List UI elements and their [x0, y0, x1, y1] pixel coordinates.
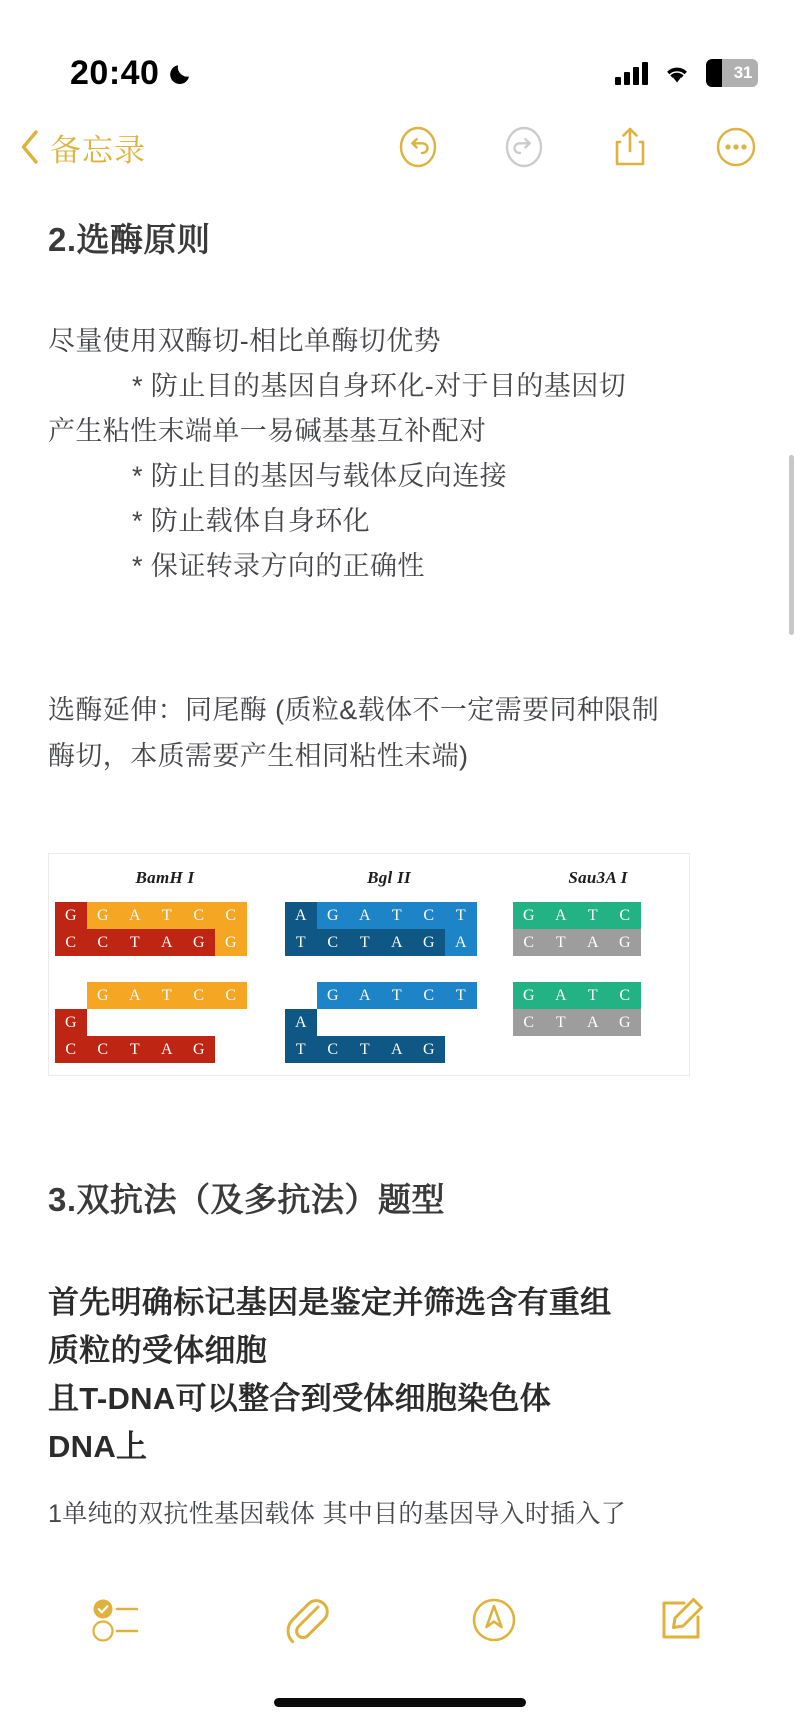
base: T — [445, 982, 477, 1009]
base: T — [151, 982, 183, 1009]
scrollbar[interactable] — [789, 455, 794, 635]
top-strand — [513, 902, 683, 929]
base: C — [513, 1009, 545, 1036]
note-line-1: 尽量使用双酶切-相比单酶切优势 — [48, 326, 441, 356]
figure-row-intact — [49, 864, 689, 956]
cellular-signal-icon — [615, 61, 648, 85]
strand-pair-bglii — [285, 902, 493, 956]
back-button[interactable] — [0, 125, 146, 170]
crescent-moon-icon — [169, 60, 195, 86]
base: G — [413, 929, 445, 956]
base: G — [55, 1009, 87, 1036]
strand-pair-bglii-cut — [285, 982, 493, 1063]
battery-fill — [706, 59, 722, 87]
base: A — [119, 902, 151, 929]
note-bold-line-1: 首先明确标记基因是鉴定并筛选含有重组 — [48, 1285, 612, 1320]
battery-percent-label: 31 — [733, 63, 752, 82]
base: T — [577, 902, 609, 929]
undo-icon[interactable] — [394, 123, 442, 171]
compose-icon[interactable] — [650, 1589, 712, 1651]
note-bullet-1-continuation: 产生粘性末端单一易碱基基互补配对 — [48, 416, 487, 446]
base: G — [513, 982, 545, 1009]
base: A — [381, 929, 413, 956]
base: G — [215, 929, 247, 956]
base: A — [545, 902, 577, 929]
base: A — [577, 1009, 609, 1036]
base: G — [609, 929, 641, 956]
status-bar — [0, 0, 800, 108]
base: C — [317, 929, 349, 956]
base: G — [55, 902, 87, 929]
strand-pair-bamhi-cut — [55, 982, 265, 1063]
note-bold-line-2: 质粒的受体细胞 — [48, 1333, 268, 1368]
top-strand — [285, 902, 493, 929]
base: T — [119, 1036, 151, 1063]
base: T — [119, 929, 151, 956]
chevron-left-icon — [20, 130, 40, 164]
base: C — [55, 929, 87, 956]
base: G — [317, 982, 349, 1009]
more-ellipsis-icon[interactable] — [712, 123, 760, 171]
base: G — [183, 1036, 215, 1063]
base: A — [349, 982, 381, 1009]
base: C — [215, 902, 247, 929]
note-heading-1: 2.选酶原则 — [48, 221, 211, 258]
base: A — [349, 902, 381, 929]
bottom-strand — [285, 929, 493, 956]
paperclip-icon[interactable] — [276, 1589, 338, 1651]
note-small-line-1: 1单纯的双抗性基因载体 其中目的基因导入时插入了 — [48, 1500, 627, 1528]
checklist-icon[interactable] — [89, 1589, 151, 1651]
strand-pair-sau3ai-cut — [513, 982, 683, 1036]
base: A — [381, 1036, 413, 1063]
note-body[interactable] — [0, 186, 800, 1570]
note-bullet-3: * 防止载体自身环化 — [132, 506, 371, 536]
strand-pair-bamhi — [55, 902, 265, 956]
base: A — [151, 929, 183, 956]
base: C — [87, 929, 119, 956]
top-strand-cut — [513, 982, 683, 1009]
status-bar-right — [615, 59, 758, 87]
base: T — [285, 1036, 317, 1063]
note-heading-2: 3.双抗法（及多抗法）题型 — [48, 1181, 446, 1218]
top-strand — [55, 902, 265, 929]
base: T — [577, 982, 609, 1009]
share-icon[interactable] — [606, 123, 654, 171]
base: T — [151, 902, 183, 929]
enzyme-block-sau3ai — [513, 864, 683, 956]
note-bullet-1: * 防止目的基因自身环化-对于目的基因切 — [132, 371, 626, 401]
spacer — [285, 982, 317, 1009]
base: T — [349, 929, 381, 956]
navigation-bar — [0, 108, 800, 186]
enzyme-block-bglii — [285, 864, 493, 956]
note-bold-line-4: DNA上 — [48, 1429, 148, 1464]
base: A — [151, 1036, 183, 1063]
base: A — [445, 929, 477, 956]
base: A — [545, 982, 577, 1009]
enzyme-label-bglii: Bgl II — [367, 868, 411, 887]
base: T — [545, 929, 577, 956]
figure-row-cut — [49, 982, 689, 1063]
back-button-label: 备忘录 — [50, 132, 146, 168]
top-strand-cut — [55, 982, 265, 1009]
home-indicator — [274, 1698, 526, 1707]
bottom-toolbar — [0, 1570, 800, 1670]
note-bold-line-3: 且T-DNA可以整合到受体细胞染色体 — [48, 1381, 552, 1416]
base: G — [513, 902, 545, 929]
base: C — [413, 982, 445, 1009]
cut-left-fragment-top — [285, 1009, 493, 1036]
note-paragraph-2-line-1: 选酶延伸：同尾酶 (质粒&载体不一定需要同种限制 — [48, 695, 660, 725]
battery-icon — [706, 59, 758, 87]
base: C — [215, 982, 247, 1009]
base: C — [513, 929, 545, 956]
base: G — [87, 982, 119, 1009]
base: C — [317, 1036, 349, 1063]
enzyme-cut-sau3ai — [513, 982, 683, 1036]
note-bullet-4: * 保证转录方向的正确性 — [132, 551, 425, 581]
base: T — [445, 902, 477, 929]
enzyme-label-bamhi: BamH I — [135, 868, 195, 887]
spacer — [55, 982, 87, 1009]
base: A — [285, 1009, 317, 1036]
base: C — [609, 982, 641, 1009]
enzyme-cut-bamhi — [55, 982, 265, 1063]
restriction-enzyme-figure[interactable] — [48, 853, 690, 1076]
base: C — [183, 982, 215, 1009]
base: A — [285, 902, 317, 929]
redo-icon[interactable] — [500, 123, 548, 171]
top-strand-cut — [285, 982, 493, 1009]
base: T — [349, 1036, 381, 1063]
base: G — [183, 929, 215, 956]
enzyme-cut-bglii — [285, 982, 493, 1063]
bottom-strand-cut — [55, 1036, 265, 1063]
base: T — [381, 982, 413, 1009]
strand-pair-sau3ai — [513, 902, 683, 956]
note-paragraph-2-line-2: 酶切，本质需要产生相同粘性末端) — [48, 741, 469, 771]
base: A — [577, 929, 609, 956]
base: G — [87, 902, 119, 929]
navigation-actions — [394, 123, 800, 171]
base: C — [609, 902, 641, 929]
markup-pen-icon[interactable] — [463, 1589, 525, 1651]
base: T — [381, 902, 413, 929]
status-bar-left — [70, 54, 195, 93]
bottom-strand-cut — [285, 1036, 493, 1063]
base: C — [413, 902, 445, 929]
bottom-strand — [513, 929, 683, 956]
base: A — [119, 982, 151, 1009]
bottom-strand — [55, 929, 265, 956]
base: T — [285, 929, 317, 956]
status-bar-clock: 20:40 — [70, 53, 160, 92]
enzyme-label-sau3ai: Sau3A I — [568, 868, 628, 887]
base: G — [609, 1009, 641, 1036]
wifi-icon — [662, 62, 692, 85]
enzyme-block-bamhi — [55, 864, 265, 956]
base: C — [183, 902, 215, 929]
base: C — [87, 1036, 119, 1063]
note-bullet-2: * 防止目的基因与载体反向连接 — [132, 461, 508, 491]
base: G — [317, 902, 349, 929]
cut-left-fragment-top — [55, 1009, 265, 1036]
base: T — [545, 1009, 577, 1036]
bottom-strand-cut — [513, 1009, 683, 1036]
base: G — [413, 1036, 445, 1063]
base: C — [55, 1036, 87, 1063]
